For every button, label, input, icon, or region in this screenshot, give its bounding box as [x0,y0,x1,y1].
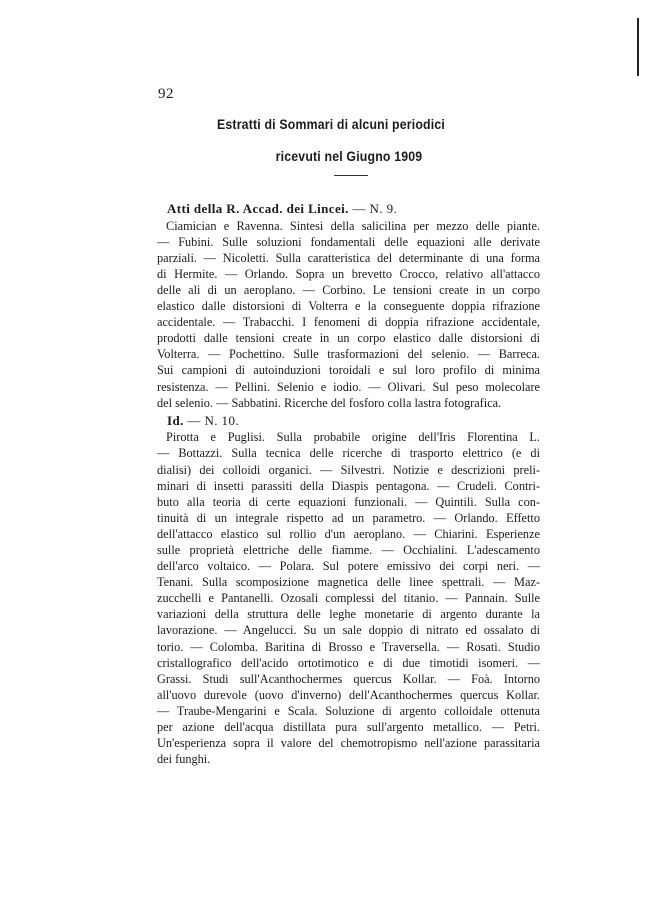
text-line: delle ali di un aeroplano. — Corbino. Le tensioni create in un corpo [157,282,540,297]
section-lincei-n10 [157,413,540,768]
text-line: zucchelli e Pantanelli. Ozosali complessi del titanio. — Pannain. Sulle [157,591,540,606]
issue-number: — N. 10. [187,412,239,428]
text-line: accidentale. — Trabacchi. I fenomeni di doppia rifrazione accidentale, [157,315,540,330]
text-line: dei funghi. [157,752,211,767]
text-line: tinuità di un integrale rispetto ad un parametro. — Orlando. Effetto [157,510,540,525]
text-line: Sui campioni di autoinduzioni toroidali e sul loro profilo di minima [157,363,540,378]
text-line: buto alla teoria di certe equazioni funzionali. — Quintili. Sulla con- [157,494,540,509]
text-line: — Bottazzi. Sulla tecnica delle ricerche di trasporto elettrico (e di [157,446,540,461]
page-title: Estratti di Sommari di alcuni periodici [216,116,445,132]
text-line: variazioni della struttura delle leghe monetarie di argento durante la [157,607,540,622]
text-line: — Traube-Mengarini e Scala. Soluzione di argento colloidale ottenuta [157,703,540,718]
text-line: per azione dell'acqua distillata pura sull'argento metallico. — Petri. [157,720,540,734]
journal-name: Id. [167,412,184,428]
text-line: parziali. — Nicoletti. Sulla caratteristica del determinante di una forma [157,250,540,265]
text-line: dialisi) dei colloidi organici. — Silvestri. Notizie e descrizioni preli- [157,462,540,477]
text-line: dell'arco voltaico. — Polara. Sul potere emissivo dei corpi neri. — [157,559,540,574]
title-rule [334,175,368,176]
text-line: Grassi. Studi sull'Acanthochermes quercus Kollar. — Foà. Intorno [157,671,540,686]
text-line: Ciamician e Ravenna. Sintesi della salicilina per mezzo delle piante. [166,218,540,233]
text-line: Un'esperienza sopra il valore del chemotropismo nell'azione parassitaria [157,736,540,751]
text-line: di Hermite. — Orlando. Sopra un brevetto Crocco, relativo all'attacco [157,266,540,281]
page-edge-line [637,18,639,76]
text-line: sulle proprietà elettriche delle fiamme. — Occhialini. L'adescamento [157,542,540,557]
text-line: minari di insetti parassiti della Diaspis pentagona. — Crudeli. Contri- [157,478,540,493]
text-line: all'uovo durevole (uovo d'inverno) dell'Acanthochermes quercus Kollar. [157,687,540,702]
page-number: 92 [158,86,174,102]
page-subtitle: ricevuti nel Giugno 1909 [275,148,423,164]
section-heading [157,201,540,218]
text-line: Tenani. Sulla scomposizione magnetica delle linee spettrali. — Maz- [157,575,540,590]
article-body [157,201,540,767]
text-line: Volterra. — Pochettino. Sulle trasformazioni del selenio. — Barreca. [157,347,540,362]
text-line: Pirotta e Puglisi. Sulla probabile origine dell'Iris Florentina L. [166,430,540,445]
text-line: — Fubini. Sulle soluzioni fondamentali delle equazioni alle derivate [157,234,540,249]
text-line: cristallografico dell'acido ortotimotico e di due timotidi isomeri. — [157,655,540,670]
section-heading [157,413,540,430]
text-line: elastico dalle distorsioni di Volterra e la conseguente doppia rifrazione [157,299,540,314]
text-line: resistenza. — Pellini. Selenio e iodio. — Olivari. Sul peso molecolare [157,379,540,394]
section-lincei-n9 [157,201,540,411]
text-line: dell'attacco elastico sul rollio d'un aeroplano. — Chiarini. Esperienze [157,526,540,541]
text-line: lavorazione. — Angelucci. Su un sale doppio di nitrato ed ossalato di [157,623,540,638]
text-line: torio. — Colomba. Baritina di Brosso e Traversella. — Rosati. Studio [157,639,540,654]
text-line: del selenio. — Sabbatini. Ricerche del fosforo colla lastra fotografica. [157,395,502,410]
issue-number: — N. 9. [352,201,398,216]
journal-name: Atti della R. Accad. dei Lincei. [167,201,349,216]
text-line: prodotti dalle tensioni create in un corpo elastico dalle distorsioni di [157,331,540,346]
